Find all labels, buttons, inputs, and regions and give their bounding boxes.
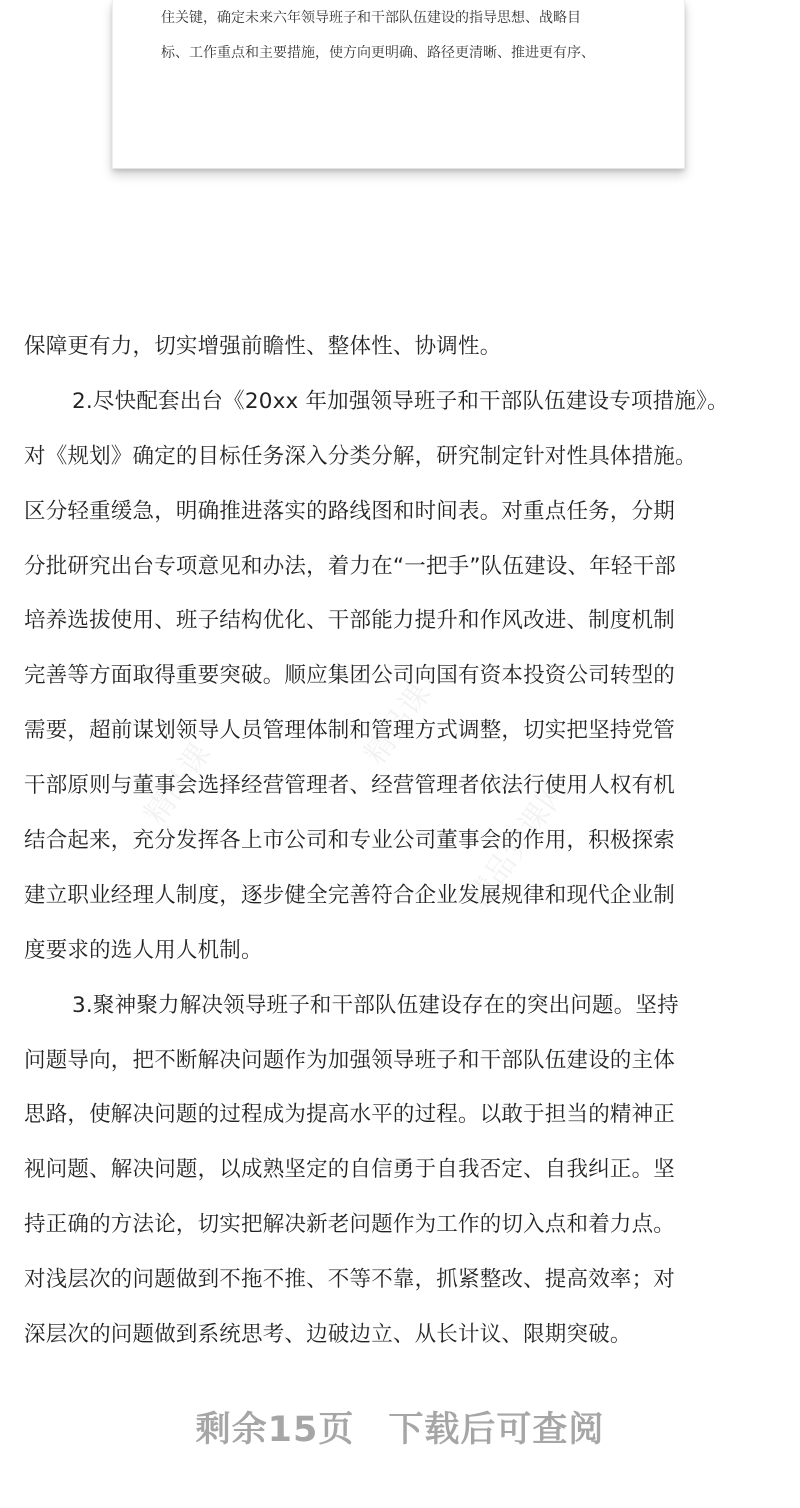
- paragraph-line: 培养选拔使用、班子结构优化、干部能力提升和作风改进、制度机制: [24, 608, 676, 634]
- preview-card: [112, 0, 685, 169]
- paragraph-line: 分批研究出台专项意见和办法，着力在“一把手”队伍建设、年轻干部: [24, 553, 676, 579]
- download-prompt[interactable]: [0, 1404, 800, 1456]
- paragraph-line: 区分轻重缓急，明确推进落实的路线图和时间表。对重点任务，分期: [24, 498, 676, 524]
- paragraph-line: 2.尽快配套出台《20xx 年加强领导班子和干部队伍建设专项措施》。: [72, 388, 729, 414]
- preview-line-1: 住关键，确定未来六年领导班子和干部队伍建设的指导思想、战略目: [161, 10, 581, 26]
- paragraph-line: 对《规划》确定的目标任务深入分类分解，研究制定针对性具体措施。: [24, 443, 697, 469]
- watermark-text: 精品党课网: [460, 772, 576, 916]
- paragraph-line: 度要求的选人用人机制。: [24, 937, 263, 963]
- paragraph-line: 持正确的方法论，切实把解决新老问题作为工作的切入点和着力点。: [24, 1212, 676, 1238]
- paragraph-line: 对浅层次的问题做到不拖不推、不等不靠，抓紧整改、提高效率；对: [24, 1267, 676, 1293]
- paragraph-line: 问题导向，把不断解决问题作为加强领导班子和干部队伍建设的主体: [24, 1047, 676, 1073]
- paragraph-line: 需要，超前谋划领导人员管理体制和管理方式调整，切实把坚持党管: [24, 718, 676, 744]
- paragraph-line: 思路，使解决问题的过程成为提高水平的过程。以敢于担当的精神正: [24, 1102, 676, 1128]
- paragraph-line: 深层次的问题做到系统思考、边破边立、从长计议、限期突破。: [24, 1322, 632, 1348]
- paragraph-line: 建立职业经理人制度，逐步健全完善符合企业发展规律和现代企业制: [24, 882, 676, 908]
- paragraph-line: 完善等方面取得重要突破。顺应集团公司向国有资本投资公司转型的: [24, 663, 676, 689]
- paragraph-line: 3.聚神聚力解决领导班子和干部队伍建设存在的突出问题。坚持: [72, 992, 679, 1018]
- download-to-view-text: 下载后可查阅: [388, 1410, 605, 1450]
- paragraph-line: 干部原则与董事会选择经营管理者、经营管理者依法行使用人权有机: [24, 773, 676, 799]
- preview-line-2: 标、工作重点和主要措施，使方向更明确、路径更清晰、推进更有序、: [161, 45, 595, 61]
- remaining-pages-text: 剩余15页: [195, 1410, 355, 1450]
- watermark-text: 精品课: [357, 677, 439, 771]
- document-body: [24, 320, 784, 1363]
- paragraph-line: 结合起来，充分发挥各上市公司和专业公司董事会的作用，积极探索: [24, 828, 676, 854]
- paragraph-line: 视问题、解决问题，以成熟坚定的自信勇于自我否定、自我纠正。坚: [24, 1157, 676, 1183]
- paragraph-line: 保障更有力，切实增强前瞻性、整体性、协调性。: [24, 334, 502, 359]
- watermark-text: 精品课: [137, 737, 219, 831]
